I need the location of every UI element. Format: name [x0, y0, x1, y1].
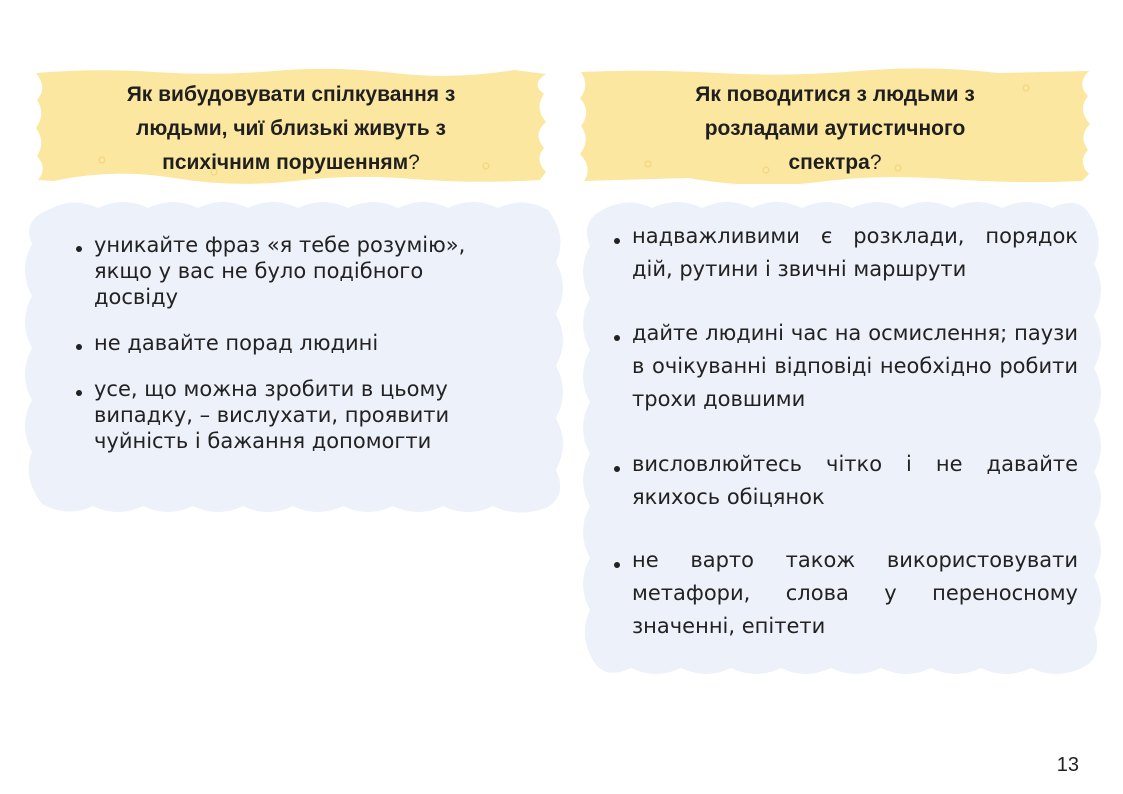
- left-title-question-mark: ?: [408, 151, 420, 174]
- right-title-line-2: розладами аутистичного: [704, 117, 966, 140]
- left-bullet-item: уникайте фраз «я тебе розумію», якщо у вас не було подібного досвіду: [72, 232, 482, 310]
- right-title-line-1: Як поводитися з людьми з: [695, 83, 975, 106]
- right-title-question-mark: ?: [869, 151, 882, 174]
- right-bullet-list: [610, 220, 1078, 643]
- left-card-title: [34, 78, 548, 180]
- left-bullet-item: усе, що можна зробити в цьому випадку, – вислухати, проявити чуйність і бажання допомогти: [72, 376, 482, 454]
- right-bullet-item: дайте людині час на осмислення; паузи в очікуванні відповіді необхідно робити трохи довшими: [610, 317, 1078, 416]
- left-title-line-3: [34, 146, 548, 180]
- right-title-banner: [578, 68, 1092, 180]
- left-title-banner: [34, 68, 548, 180]
- left-bullet-item: не давайте порад людині: [72, 330, 482, 356]
- right-bullet-item: надважливими є розклади, порядок дій, рутини і звичні маршрути: [610, 220, 1078, 286]
- right-title-line-3: [578, 146, 1092, 180]
- left-title-line-1: Як вибудовувати спілкування з: [126, 83, 456, 106]
- right-bullet-item: висловлюйтесь чітко і не давайте якихось обіцянок: [610, 448, 1078, 514]
- right-card-title: [578, 78, 1092, 180]
- right-title-line-3-text: спектра: [788, 151, 870, 174]
- right-bullet-item: не варто також використовувати метафори, слова у переносному значенні, епітети: [610, 544, 1078, 643]
- left-title-line-2: людьми, чиї близькі живуть з: [135, 117, 446, 140]
- left-bullet-list: [72, 232, 482, 474]
- left-title-line-3-text: психічним порушенням: [162, 151, 409, 174]
- page-number: 13: [1056, 754, 1079, 776]
